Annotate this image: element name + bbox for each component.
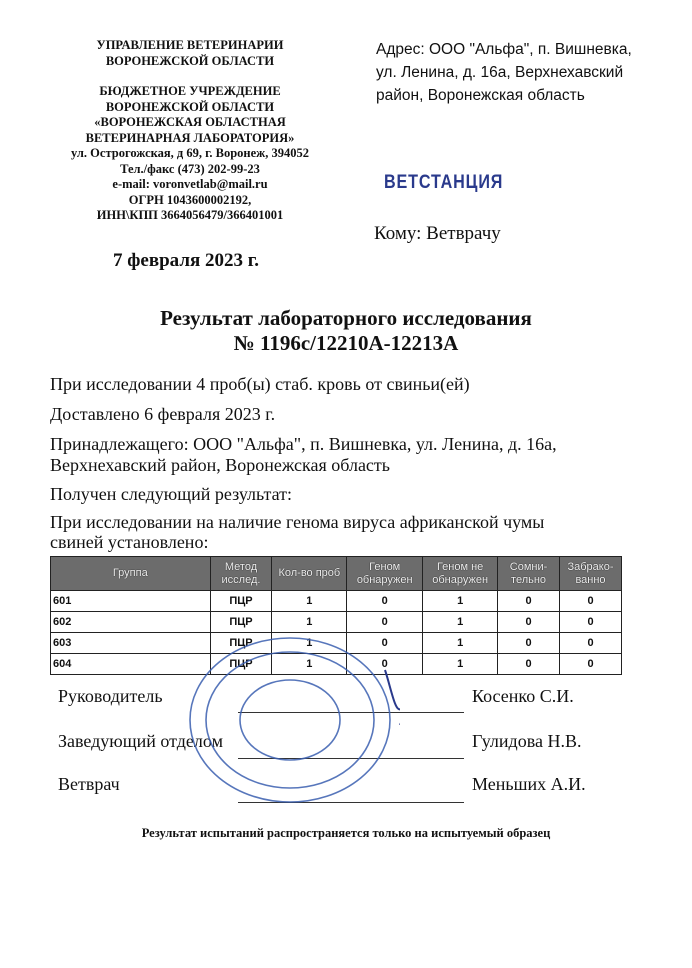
org-line: e-mail: voronvetlab@mail.ru [112,177,268,191]
document-date: 7 февраля 2023 г. [113,250,259,271]
table-cell: 601 [51,591,211,612]
signature-role: Заведующий отделом [58,731,223,751]
table-cell: 1 [272,591,347,612]
table-cell: 0 [347,654,423,675]
column-header: Группа [51,557,211,591]
table-cell: 604 [51,654,211,675]
table-cell: 0 [560,591,622,612]
table-cell: 0 [347,612,423,633]
title-line: Результат лабораторного исследования [160,306,532,330]
recipient: Кому: Ветврачу [374,223,501,244]
sample-info: При исследовании 4 проб(ы) стаб. кровь от свиньи(ей) [50,374,470,394]
table-cell: ПЦР [210,591,272,612]
address-line: район, Воронежская область [376,87,585,104]
org-line: ул. Острогожская, д 69, г. Воронеж, 394052 [70,146,309,160]
study-line1: При исследовании на наличие генома вируса африканской чумы [50,512,545,532]
signature-role: Ветврач [58,774,120,794]
column-header: Сомни-тельно [498,557,560,591]
org-line: УПРАВЛЕНИЕ ВЕТЕРИНАРИИ [96,38,284,52]
footer-note: Результат испытаний распространяется только на испытуемый образец [141,826,551,840]
org-line [40,69,340,84]
org-line: Тел./факс (473) 202-99-23 [120,161,260,176]
column-header: Метод исслед. [210,557,272,591]
table-cell: ПЦР [210,612,272,633]
document-number: № 1196с/12210А-12213А [233,331,459,355]
table-cell: 0 [347,591,423,612]
table-cell: 1 [423,591,498,612]
column-header: Кол-во проб [272,557,347,591]
owner-line2: Верхнехавский район, Воронежская область [50,455,390,475]
organization-header [40,38,340,224]
table-cell: 0 [347,633,423,654]
column-header: Геном обнаружен [347,557,423,591]
study-line2: свиней установлено: [50,532,209,552]
table-cell: 1 [272,633,347,654]
table-cell: 0 [560,633,622,654]
table-cell: ПЦР [210,633,272,654]
table-cell: 603 [51,633,211,654]
table-cell: 1 [423,654,498,675]
org-line: ИНН\КПП 3664056479/366401001 [96,208,284,222]
table-cell: 0 [560,612,622,633]
signature-name: Меньших А.И. [472,774,586,794]
owner-line1: Принадлежащего: ООО "Альфа", п. Вишневка, ул. Ленина, д. 16а, [50,434,557,454]
table-cell: 602 [51,612,211,633]
table-cell: 1 [272,654,347,675]
result-intro: Получен следующий результат: [50,484,293,504]
table-cell: ПЦР [210,654,272,675]
vetstation-stamp: ВЕТСТАНЦИЯ [384,172,504,193]
table-row [51,591,622,612]
address-line: Адрес: ООО "Альфа", п. Вишневка, [376,41,632,58]
org-line: ОГРН 1043600002192, [128,192,252,207]
signature-name: Косенко С.И. [472,686,574,706]
delivery-date: Доставлено 6 февраля 2023 г. [50,404,276,424]
column-header: Геном не обнаружен [423,557,498,591]
org-line: «ВОРОНЕЖСКАЯ ОБЛАСТНАЯ [94,115,286,129]
document-title [0,306,692,356]
round-seal-stamp [185,630,400,805]
table-cell: 0 [560,654,622,675]
table-cell: 0 [498,612,560,633]
signature-name: Гулидова Н.В. [472,731,582,751]
org-line: ВЕТЕРИНАРНАЯ ЛАБОРАТОРИЯ» [85,130,295,145]
recipient-address [376,38,676,107]
table-cell: 1 [272,612,347,633]
table-cell: 0 [498,654,560,675]
table-cell: 0 [498,591,560,612]
table-cell: 1 [423,633,498,654]
column-header: Забрако-ванно [560,557,622,591]
org-line: БЮДЖЕТНОЕ УЧРЕЖДЕНИЕ [99,84,281,98]
table-cell: 0 [498,633,560,654]
org-line: ВОРОНЕЖСКОЙ ОБЛАСТИ [105,53,275,68]
org-line: ВОРОНЕЖСКОЙ ОБЛАСТИ [105,99,275,114]
address-line: ул. Ленина, д. 16а, Верхнехавский [376,64,624,81]
signature-role: Руководитель [58,686,163,706]
table-cell: 1 [423,612,498,633]
